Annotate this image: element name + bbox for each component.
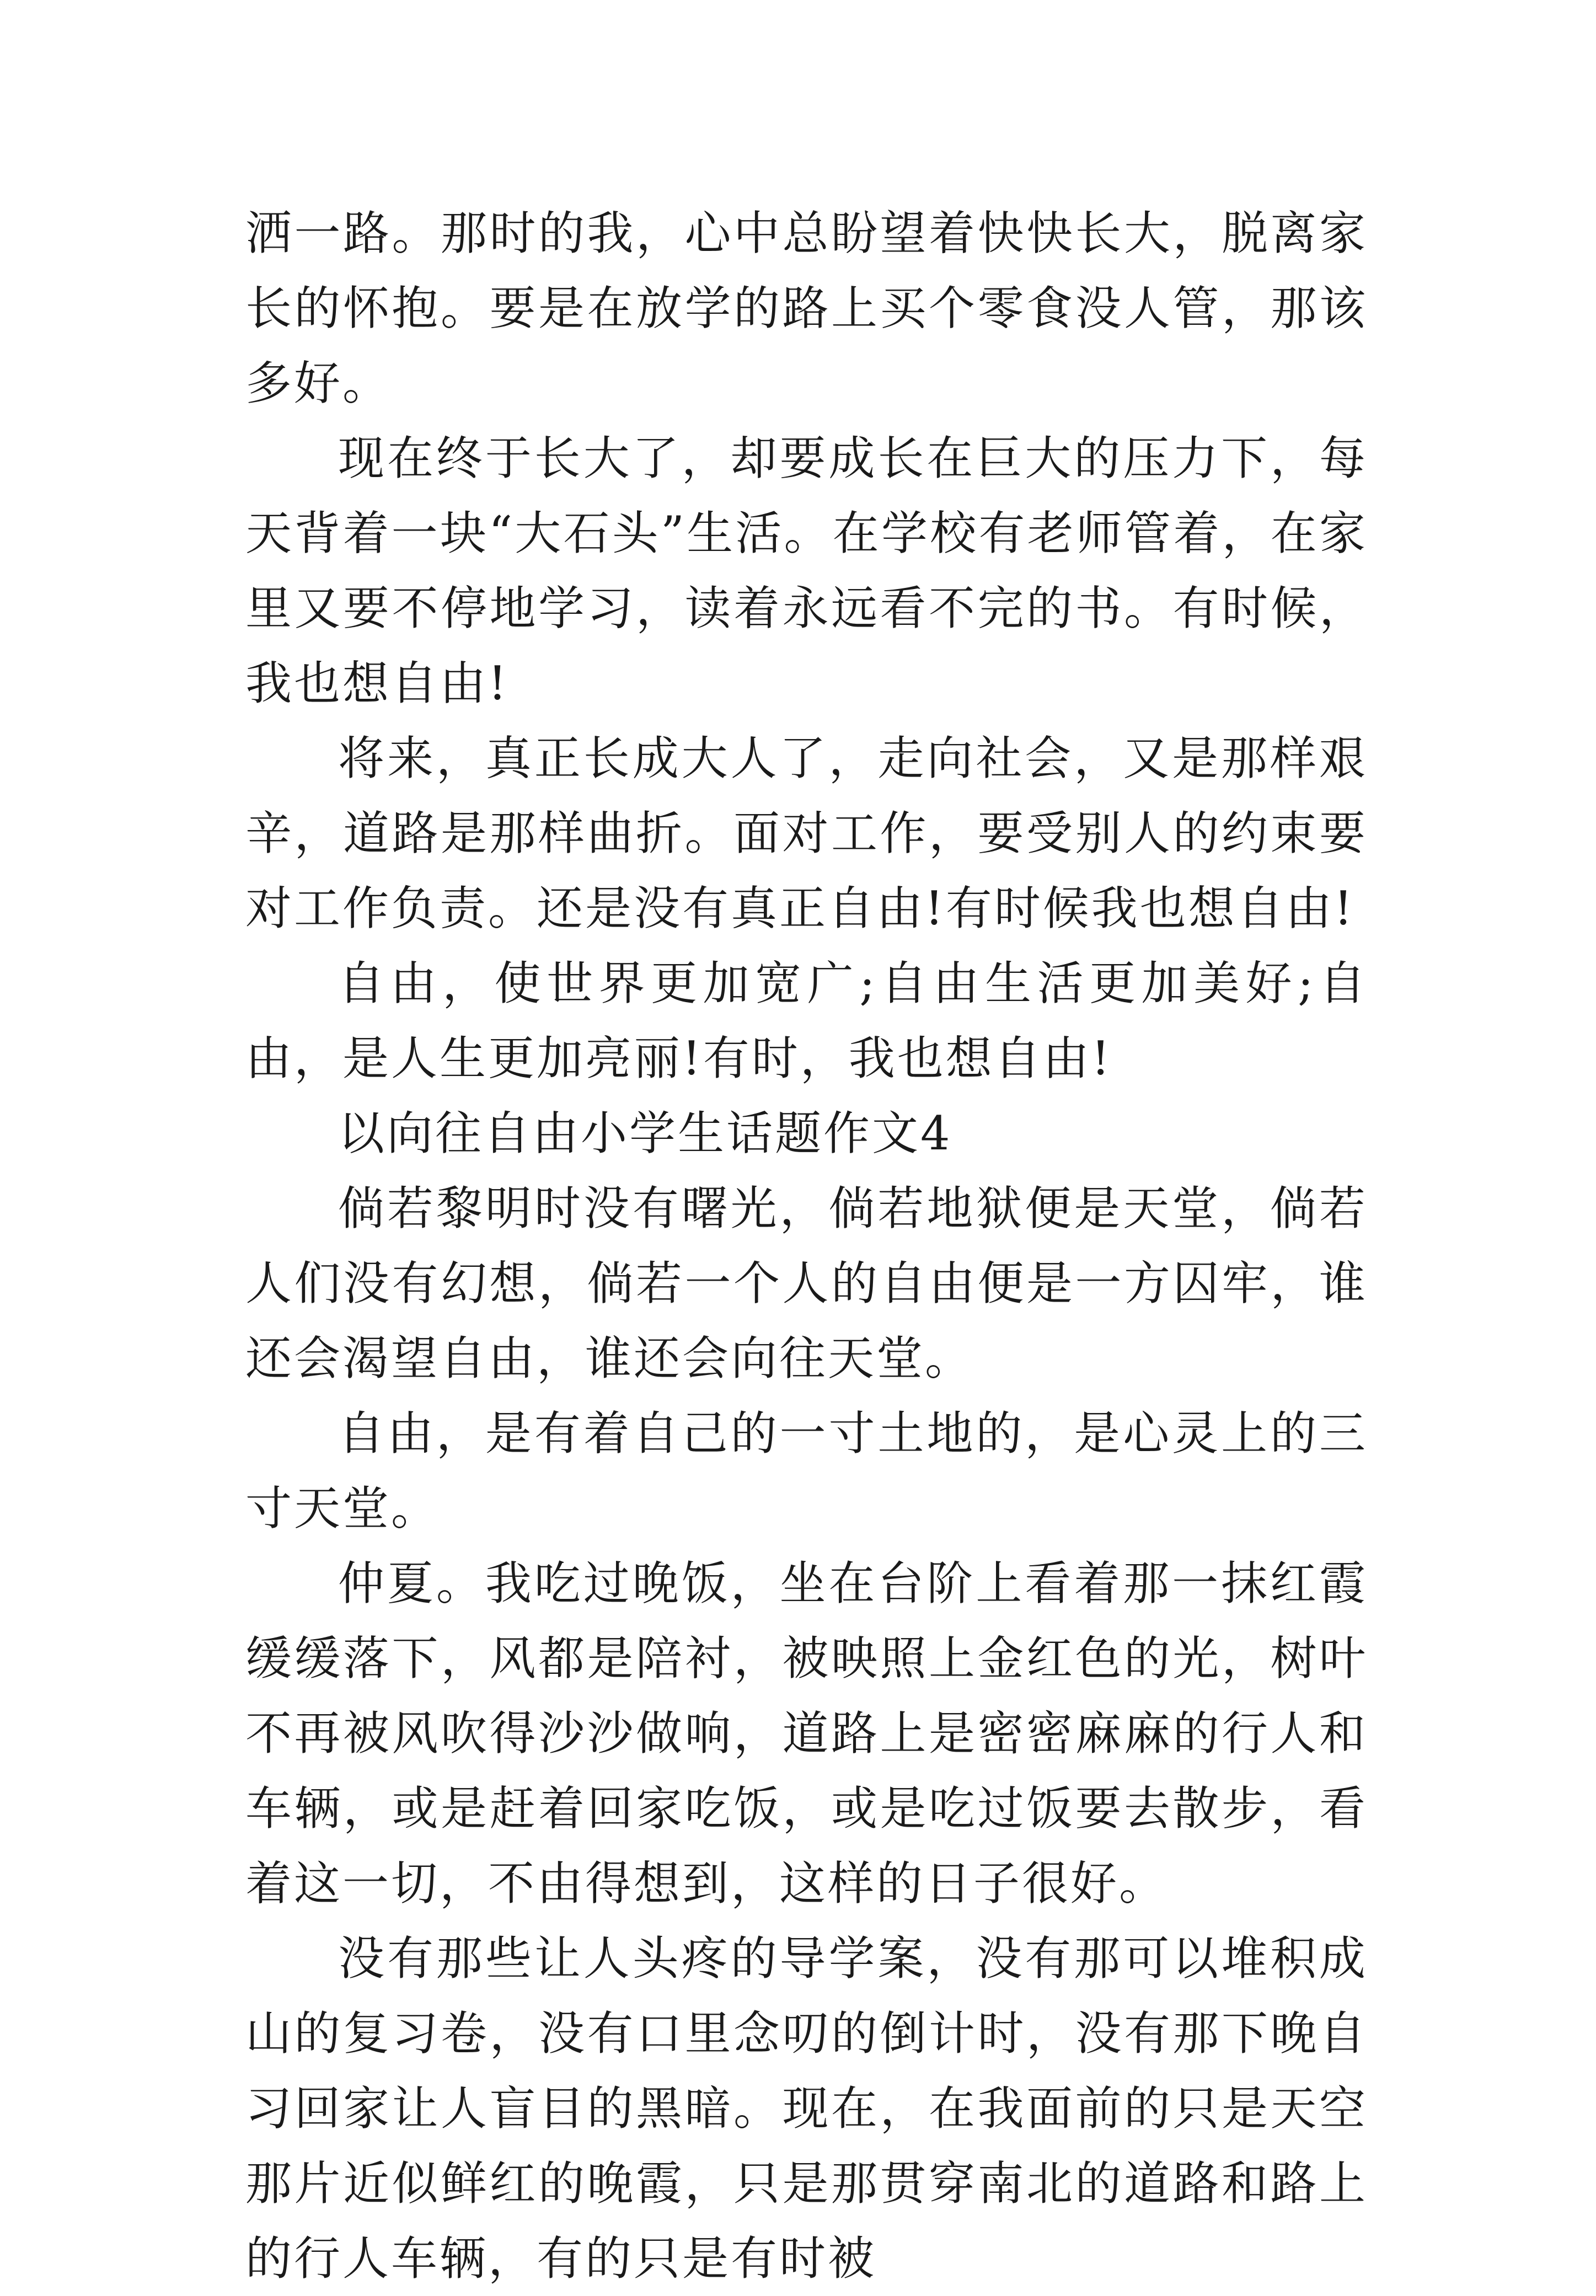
paragraph: 仲夏。我吃过晚饭，坐在台阶上看着那一抹红霞缓缓落下，风都是陪衬，被映照上金红色的光，树叶不再被风吹得沙沙做响，道路上是密密麻麻的行人和车辆，或是赶着回家吃饭，或是吃过饭要去散步，看着这一切，不由得想到，这样的日子很好。 bbox=[245, 1556, 1368, 1910]
paragraph: 洒一路。那时的我，心中总盼望着快快长大，脱离家长的怀抱。要是在放学的路上买个零食没人管，那该多好。 bbox=[245, 206, 1368, 410]
paragraph: 自由，是有着自己的一寸土地的，是心灵上的三寸天堂。 bbox=[245, 1406, 1368, 1535]
paragraph: 现在终于长大了，却要成长在巨大的压力下，每天背着一块“大石头”生活。在学校有老师管着，在家里又要不停地学习，读着永远看不完的书。有时候，我也想自由! bbox=[245, 431, 1368, 710]
paragraph: 倘若黎明时没有曙光，倘若地狱便是天堂，倘若人们没有幻想，倘若一个人的自由便是一方囚牢，谁还会渴望自由，谁还会向往天堂。 bbox=[245, 1181, 1368, 1385]
section-heading: 以向往自由小学生话题作文4 bbox=[338, 1106, 952, 1160]
paragraph: 自由，使世界更加宽广;自由生活更加美好;自由，是人生更加亮丽!有时，我也想自由! bbox=[245, 956, 1368, 1085]
document-body bbox=[245, 196, 1368, 2296]
paragraph: 将来，真正长成大人了，走向社会，又是那样艰辛，道路是那样曲折。面对工作，要受别人的约束要对工作负责。还是没有真正自由!有时候我也想自由! bbox=[245, 731, 1368, 935]
paragraph: 没有那些让人头疼的导学案，没有那可以堆积成山的复习卷，没有口里念叨的倒计时，没有那下晚自习回家让人盲目的黑暗。现在，在我面前的只是天空那片近似鲜红的晚霞，只是那贯穿南北的道路和路上的行人车辆，有的只是有时被 bbox=[245, 1931, 1368, 2286]
